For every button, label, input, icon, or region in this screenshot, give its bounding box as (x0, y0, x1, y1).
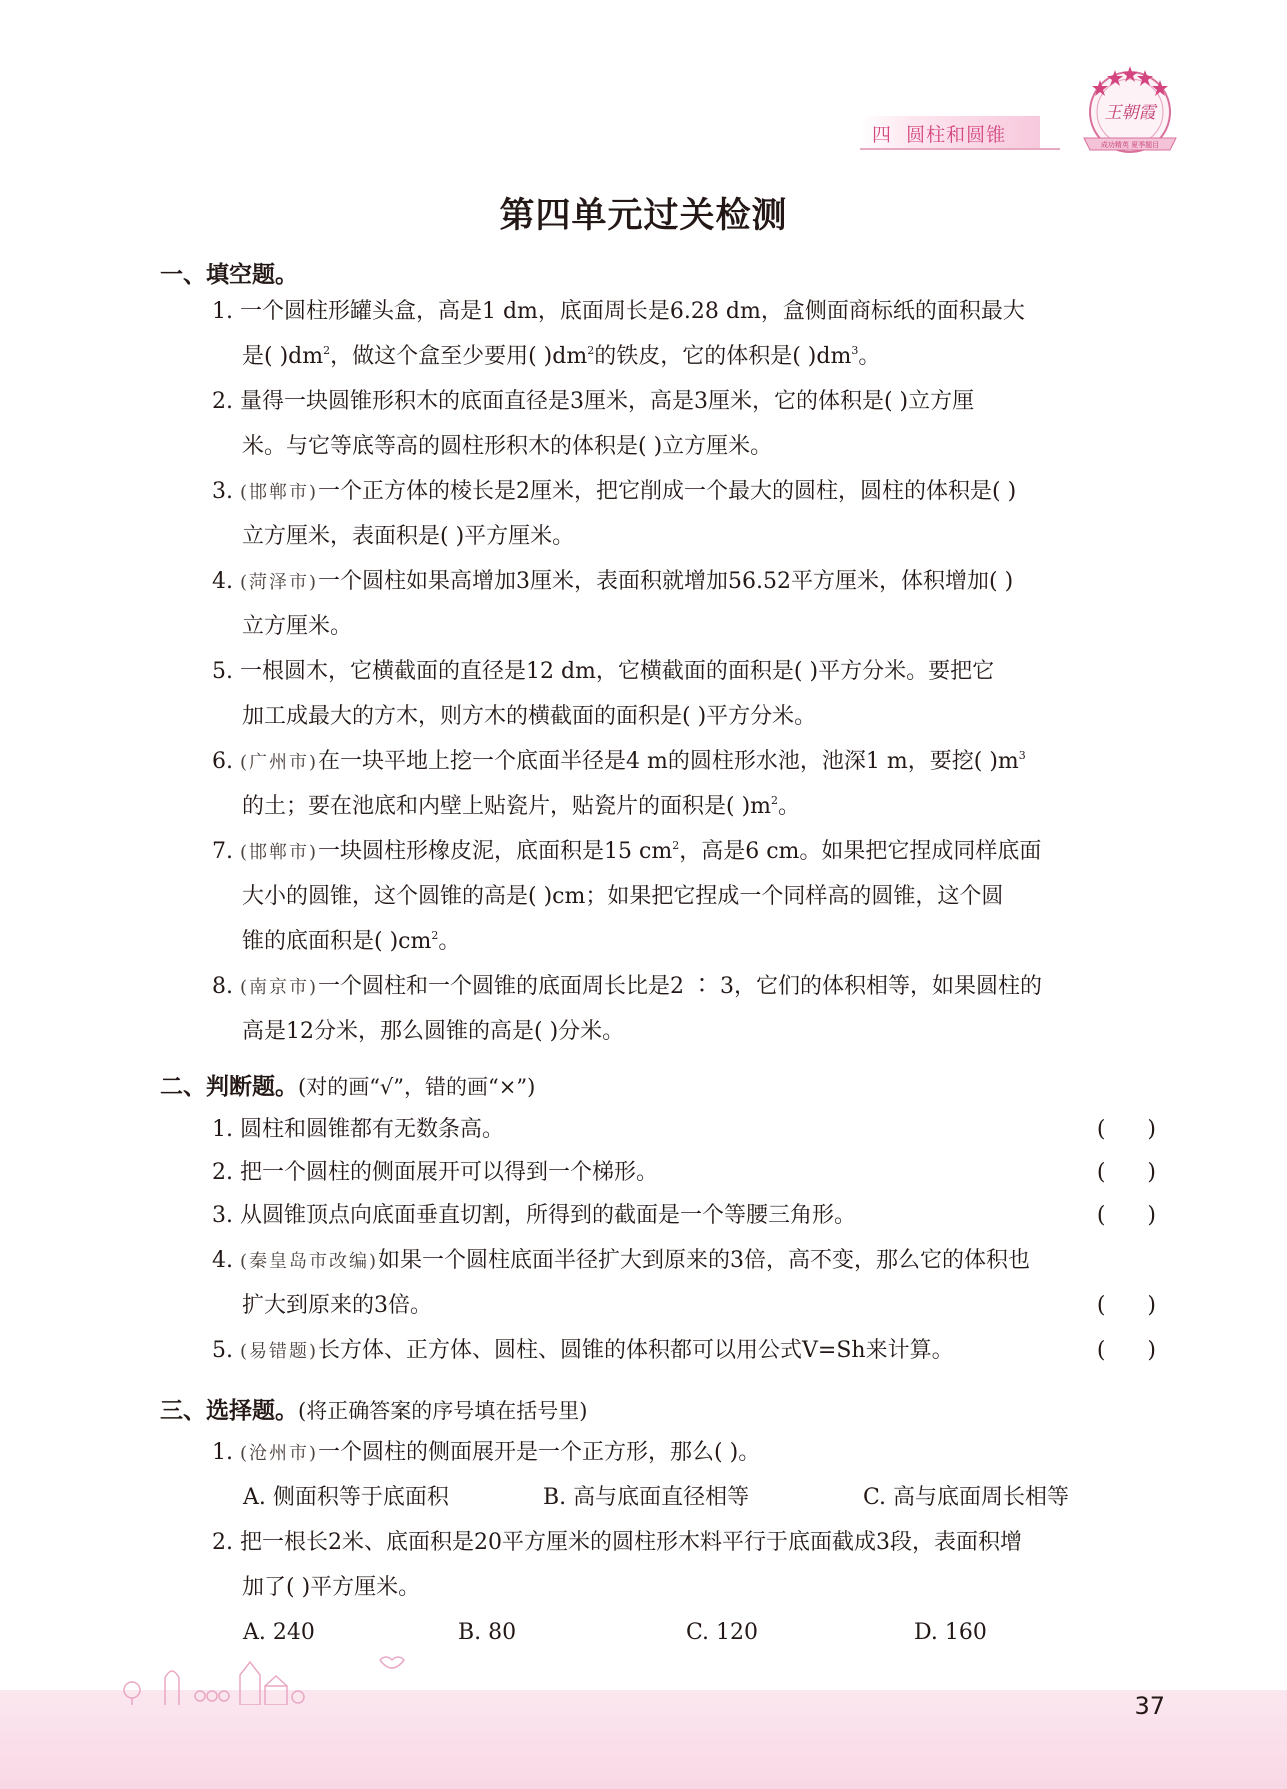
section-note: (对的画“√”，错的画“×”) (298, 1075, 536, 1099)
section-note: (将正确答案的序号填在括号里) (298, 1399, 588, 1423)
q3-1-option-c: C. 高与底面周长相等 (863, 1485, 1070, 1510)
q1-2-line2: 米。与它等底等高的圆柱形积木的体积是( )立方厘米。 (242, 434, 773, 459)
answer-paren: ( ) (1096, 1203, 1156, 1228)
section-heading-multiple-choice: 三、选择题。(将正确答案的序号填在括号里) (160, 1398, 588, 1424)
q3-2-line2: 加了( )平方厘米。 (242, 1575, 421, 1600)
seal-motto: 成功精英 夏季题目 (1100, 141, 1160, 149)
source-tag: (沧州市) (239, 1443, 319, 1464)
answer-paren: ( ) (1096, 1117, 1156, 1142)
q3-2-option-c: C. 120 (686, 1620, 759, 1645)
q1-1-line2: 是( )$dm^2$，做这个盒至少要用( )$dm^2$的铁皮，它的体积是( )$dm^3$。 (242, 344, 881, 369)
source-tag: (邯郸市) (239, 482, 319, 503)
q3-2-option-b: B. 80 (458, 1620, 517, 1645)
castle-decoration-icon (120, 1650, 480, 1705)
section-heading-fill-in: 一、填空题。 (160, 262, 298, 288)
chapter-tag-underline (860, 148, 1060, 150)
q1-8-line1: 8. (南京市)一个圆柱和一个圆锥的底面周长比是2 ∶ 3，它们的体积相等，如果圆柱的 (212, 974, 1043, 999)
page-number: 37 (1134, 1692, 1165, 1720)
source-tag: (菏泽市) (239, 572, 319, 593)
seal-name: 王朝霞 (1104, 103, 1156, 123)
chapter-label: 四 圆柱和圆锥 (872, 124, 1007, 146)
answer-paren: ( ) (1096, 1160, 1156, 1185)
q1-6-line1: 6. (广州市)在一块平地上挖一个底面半径是4 m的圆柱形水池，池深1 m，要挖( )$m^3$ (212, 749, 1026, 774)
q1-1-line1: 1. 一个圆柱形罐头盒，高是1 dm，底面周长是6.28 dm，盒侧面商标纸的面积最大 (212, 299, 1025, 324)
q2-3-line: 3. 从圆锥顶点向底面垂直切割，所得到的截面是一个等腰三角形。 (212, 1203, 856, 1228)
q3-2-option-d: D. 160 (914, 1620, 987, 1645)
section-heading-true-false: 二、判断题。(对的画“√”，错的画“×”) (160, 1074, 536, 1100)
q3-1-option-a: A. 侧面积等于底面积 (243, 1485, 449, 1510)
q1-2-line1: 2. 量得一块圆锥形积木的底面直径是3厘米，高是3厘米，它的体积是( )立方厘 (212, 389, 975, 414)
q2-2-line: 2. 把一个圆柱的侧面展开可以得到一个梯形。 (212, 1160, 658, 1185)
answer-paren: ( ) (1096, 1338, 1156, 1363)
q3-2-line1: 2. 把一根长2米、底面积是20平方厘米的圆柱形木料平行于底面截成3段，表面积增 (212, 1530, 1022, 1555)
q3-1-line: 1. (沧州市)一个圆柱的侧面展开是一个正方形，那么( )。 (212, 1440, 761, 1465)
q2-4-line2: 扩大到原来的3倍。 (242, 1293, 432, 1318)
q1-7-line2: 大小的圆锥，这个圆锥的高是( )cm；如果把它捏成一个同样高的圆锥，这个圆 (242, 884, 1004, 909)
source-tag: (广州市) (239, 752, 319, 773)
q1-3-line1: 3. (邯郸市)一个正方体的棱长是2厘米，把它削成一个最大的圆柱，圆柱的体积是( ) (212, 479, 1017, 504)
page-title: 第四单元过关检测 (499, 196, 788, 236)
q1-4-line2: 立方厘米。 (242, 614, 353, 639)
q3-1-option-b: B. 高与底面直径相等 (543, 1485, 750, 1510)
q1-7-line3: 锥的底面积是( )$cm^2$。 (242, 929, 461, 954)
source-tag: (南京市) (239, 977, 319, 998)
q1-5-line1: 5. 一根圆木，它横截面的直径是12 dm，它横截面的面积是( )平方分米。要把它 (212, 659, 995, 684)
source-tag: (秦皇岛市改编) (239, 1251, 379, 1272)
q1-8-line2: 高是12分米，那么圆锥的高是( )分米。 (242, 1019, 625, 1044)
q1-4-line1: 4. (菏泽市)一个圆柱如果高增加3厘米，表面积就增加56.52平方厘米，体积增加( ) (212, 569, 1014, 594)
q2-5-line: 5. (易错题)长方体、正方体、圆柱、圆锥的体积都可以用公式V=Sh来计算。 (212, 1338, 954, 1363)
q2-1-line: 1. 圆柱和圆锥都有无数条高。 (212, 1117, 504, 1142)
source-tag: (易错题) (239, 1341, 319, 1362)
q1-6-line2: 的土；要在池底和内壁上贴瓷片，贴瓷片的面积是( )$m^2$。 (242, 794, 801, 819)
publisher-seal-logo (1070, 60, 1190, 160)
q1-3-line2: 立方厘米，表面积是( )平方厘米。 (242, 524, 575, 549)
q3-2-option-a: A. 240 (243, 1620, 315, 1645)
q2-4-line1: 4. (秦皇岛市改编)如果一个圆柱底面半径扩大到原来的3倍，高不变，那么它的体积也 (212, 1248, 1031, 1273)
chapter-tag (860, 116, 1040, 150)
q1-5-line2: 加工成最大的方木，则方木的横截面的面积是( )平方分米。 (242, 704, 817, 729)
source-tag: (邯郸市) (239, 842, 319, 863)
q1-7-line1: 7. (邯郸市)一块圆柱形橡皮泥，底面积是15 $cm^2$，高是6 cm。如果把它捏成同样底面 (212, 839, 1042, 864)
answer-paren: ( ) (1096, 1293, 1156, 1318)
